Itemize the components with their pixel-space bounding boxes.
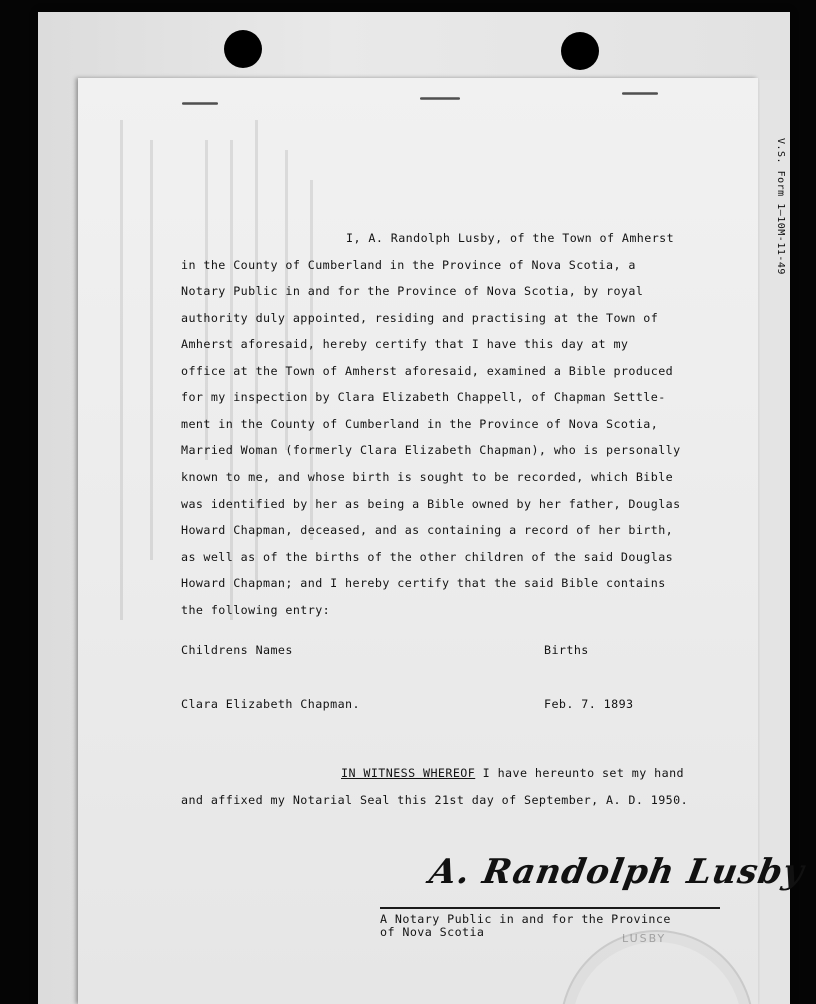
body-line: office at the Town of Amherst aforesaid, examined a Bible produced (181, 364, 674, 378)
body-line: Amherst aforesaid, hereby certify that I have this day at my (181, 337, 629, 351)
witness-line-1 (341, 766, 684, 780)
staple-middle (420, 97, 460, 100)
entry-header-names: Childrens Names (181, 643, 293, 657)
staple-right (622, 92, 658, 95)
witness-line-2: and affixed my Notarial Seal this 21st day of September, A. D. 1950. (181, 793, 689, 807)
body-line: authority duly appointed, residing and practising at the Town of (181, 311, 659, 325)
body-line: Howard Chapman; and I hereby certify that the said Bible contains (181, 576, 666, 590)
punch-hole-right (561, 32, 599, 70)
body-line: was identified by her as being a Bible owned by her father, Douglas (181, 497, 681, 511)
body-line: as well as of the births of the other children of the said Douglas (181, 550, 674, 564)
bleed-through-mark (120, 120, 123, 620)
body-line: Married Woman (formerly Clara Elizabeth Chapman), who is personally (181, 443, 681, 457)
notary-signature: A. Randolph Lusby (426, 852, 808, 892)
bleed-through-mark (230, 140, 233, 620)
entry-child-name: Clara Elizabeth Chapman. (181, 697, 360, 711)
signature-rule (380, 907, 720, 909)
body-line: Notary Public in and for the Province of Nova Scotia, by royal (181, 284, 644, 298)
body-line: the following entry: (181, 603, 331, 617)
bleed-through-mark (205, 140, 208, 460)
signature-title-1: A Notary Public in and for the Province (380, 912, 671, 926)
bleed-through-mark (310, 180, 313, 540)
body-line: for my inspection by Clara Elizabeth Chappell, of Chapman Settle- (181, 390, 666, 404)
bleed-through-mark (285, 150, 288, 450)
body-line: known to me, and whose birth is sought to be recorded, which Bible (181, 470, 674, 484)
punch-hole-left (224, 30, 262, 68)
form-number-label: V.S. Form 1—10M-11-49 (775, 138, 786, 275)
body-line: Howard Chapman, deceased, and as containing a record of her birth, (181, 523, 674, 537)
body-line: I, A. Randolph Lusby, of the Town of Amherst (346, 231, 675, 245)
staple-left (182, 102, 218, 105)
witness-text: I have hereunto set my hand (475, 766, 684, 780)
signature-title-2: of Nova Scotia (380, 925, 485, 939)
body-line: in the County of Cumberland in the Province of Nova Scotia, a (181, 258, 636, 272)
seal-text: LUSBY (622, 932, 667, 945)
bleed-through-mark (150, 140, 153, 560)
witness-heading: IN WITNESS WHEREOF (341, 766, 476, 780)
entry-birth-date: Feb. 7. 1893 (544, 697, 634, 711)
body-line: ment in the County of Cumberland in the Province of Nova Scotia, (181, 417, 659, 431)
entry-header-births: Births (544, 643, 589, 657)
